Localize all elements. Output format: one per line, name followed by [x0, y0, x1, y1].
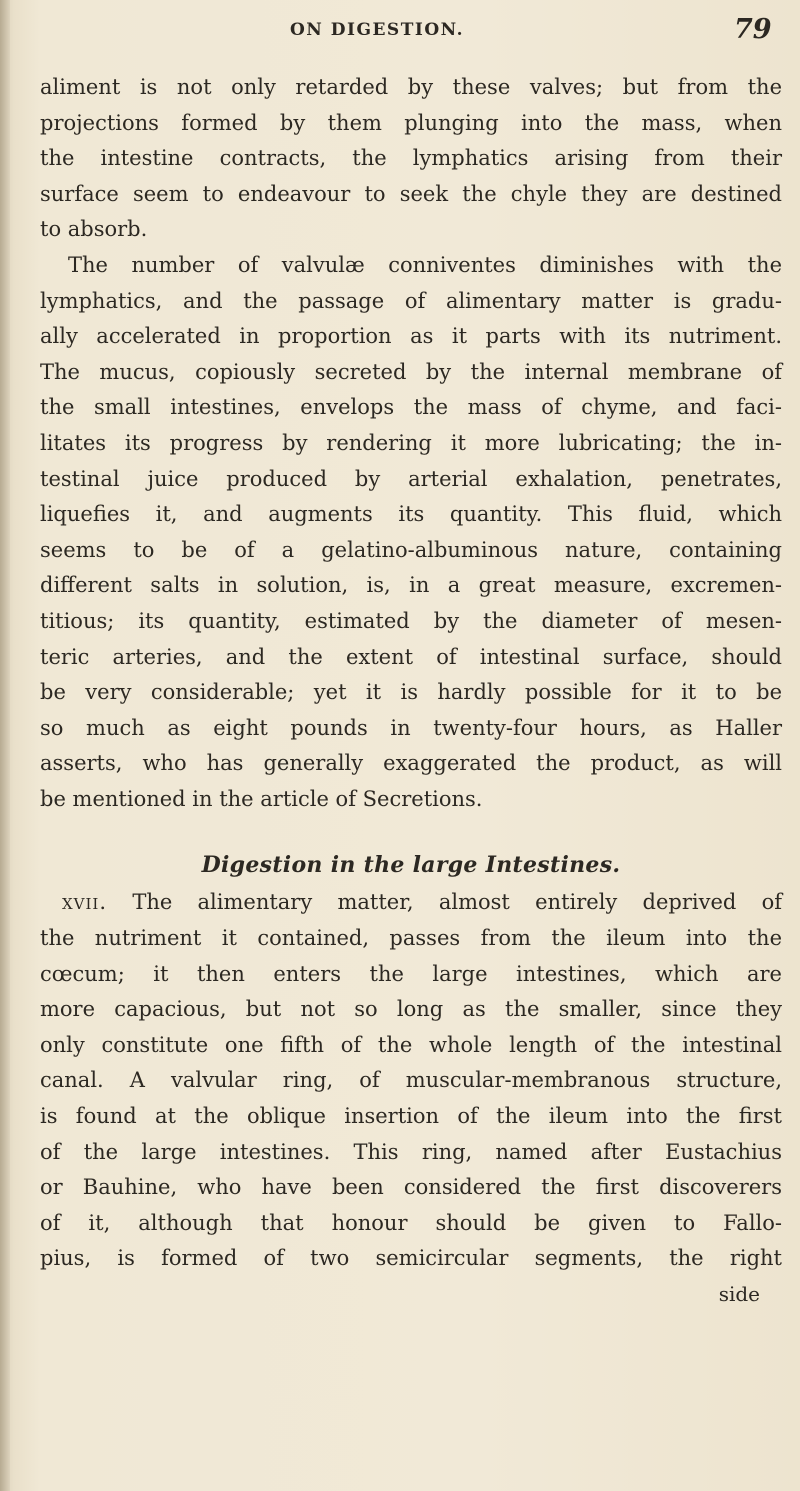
text-line: different salts in solution, is, in a great measure, excremen- — [40, 573, 782, 598]
paragraph-1 — [40, 70, 782, 248]
paragraph-2 — [40, 248, 782, 818]
text-line: The number of valvulæ conniventes diminishes with the — [68, 252, 782, 277]
text-line: teric arteries, and the extent of intestinal surface, should — [40, 644, 782, 669]
text-line: the small intestines, envelops the mass of chyme, and faci- — [40, 395, 782, 420]
section-heading: Digestion in the large Intestines. — [201, 852, 621, 879]
text-line: seems to be of a gelatino-albuminous nature, containing — [40, 537, 782, 562]
page-header — [0, 14, 800, 54]
text-line: litates its progress by rendering it more lubricating; the in- — [40, 430, 782, 455]
text-line: projections formed by them plunging into the mass, when — [40, 110, 782, 135]
text-line: to absorb. — [40, 217, 148, 242]
text-line: be mentioned in the article of Secretions. — [40, 786, 483, 811]
text-line: only constitute one fifth of the whole length of the intestinal — [40, 1032, 782, 1057]
text-line: The mucus, copiously secreted by the internal membrane of — [40, 359, 782, 384]
text-line: testinal juice produced by arterial exhalation, penetrates, — [40, 466, 782, 491]
text-line: aliment is not only retarded by these valves; but from the — [40, 75, 782, 99]
text-line: of it, although that honour should be given to Fallo- — [40, 1210, 782, 1235]
text-line: is found at the oblique insertion of the ileum into the first — [40, 1104, 782, 1129]
body-text — [40, 70, 782, 1313]
text-line: asserts, who has generally exaggerated the product, as will — [40, 751, 782, 776]
text-line: be very considerable; yet it is hardly possible for it to be — [40, 680, 782, 705]
paragraph-3 — [40, 885, 782, 1277]
text-line: lymphatics, and the passage of alimentary matter is gradu- — [40, 288, 782, 313]
text-line: the intestine contracts, the lymphatics arising from their — [40, 146, 782, 171]
catchword: side — [718, 1282, 760, 1306]
text-line-content: The alimentary matter, almost entirely deprived of — [132, 890, 782, 915]
text-line: liquefies it, and augments its quantity. This fluid, which — [40, 502, 782, 527]
text-line: surface seem to endeavour to seek the chyle they are destined — [40, 181, 782, 206]
text-line: so much as eight pounds in twenty-four hours, as Haller — [40, 715, 782, 740]
text-line: ally accelerated in proportion as it parts with its nutriment. — [40, 324, 782, 349]
text-line: of the large intestines. This ring, named after Eustachius — [40, 1139, 782, 1164]
section-number: xvii. — [62, 890, 108, 915]
text-line: or Bauhine, who have been considered the first discoverers — [40, 1175, 782, 1200]
text-line: cœcum; it then enters the large intestines, which are — [40, 961, 782, 986]
running-title: ON DIGESTION. — [290, 20, 464, 40]
text-line: canal. A valvular ring, of muscular-membranous structure, — [40, 1068, 782, 1093]
text-line: titious; its quantity, estimated by the diameter of mesen- — [40, 608, 782, 633]
page-number: 79 — [734, 14, 772, 45]
text-line: the nutriment it contained, passes from the ileum into the — [40, 926, 782, 951]
text-line: more capacious, but not so long as the smaller, since they — [40, 997, 782, 1022]
text-line — [40, 885, 782, 921]
text-line: pius, is formed of two semicircular segments, the right — [40, 1246, 782, 1271]
page-gutter — [0, 0, 10, 1491]
